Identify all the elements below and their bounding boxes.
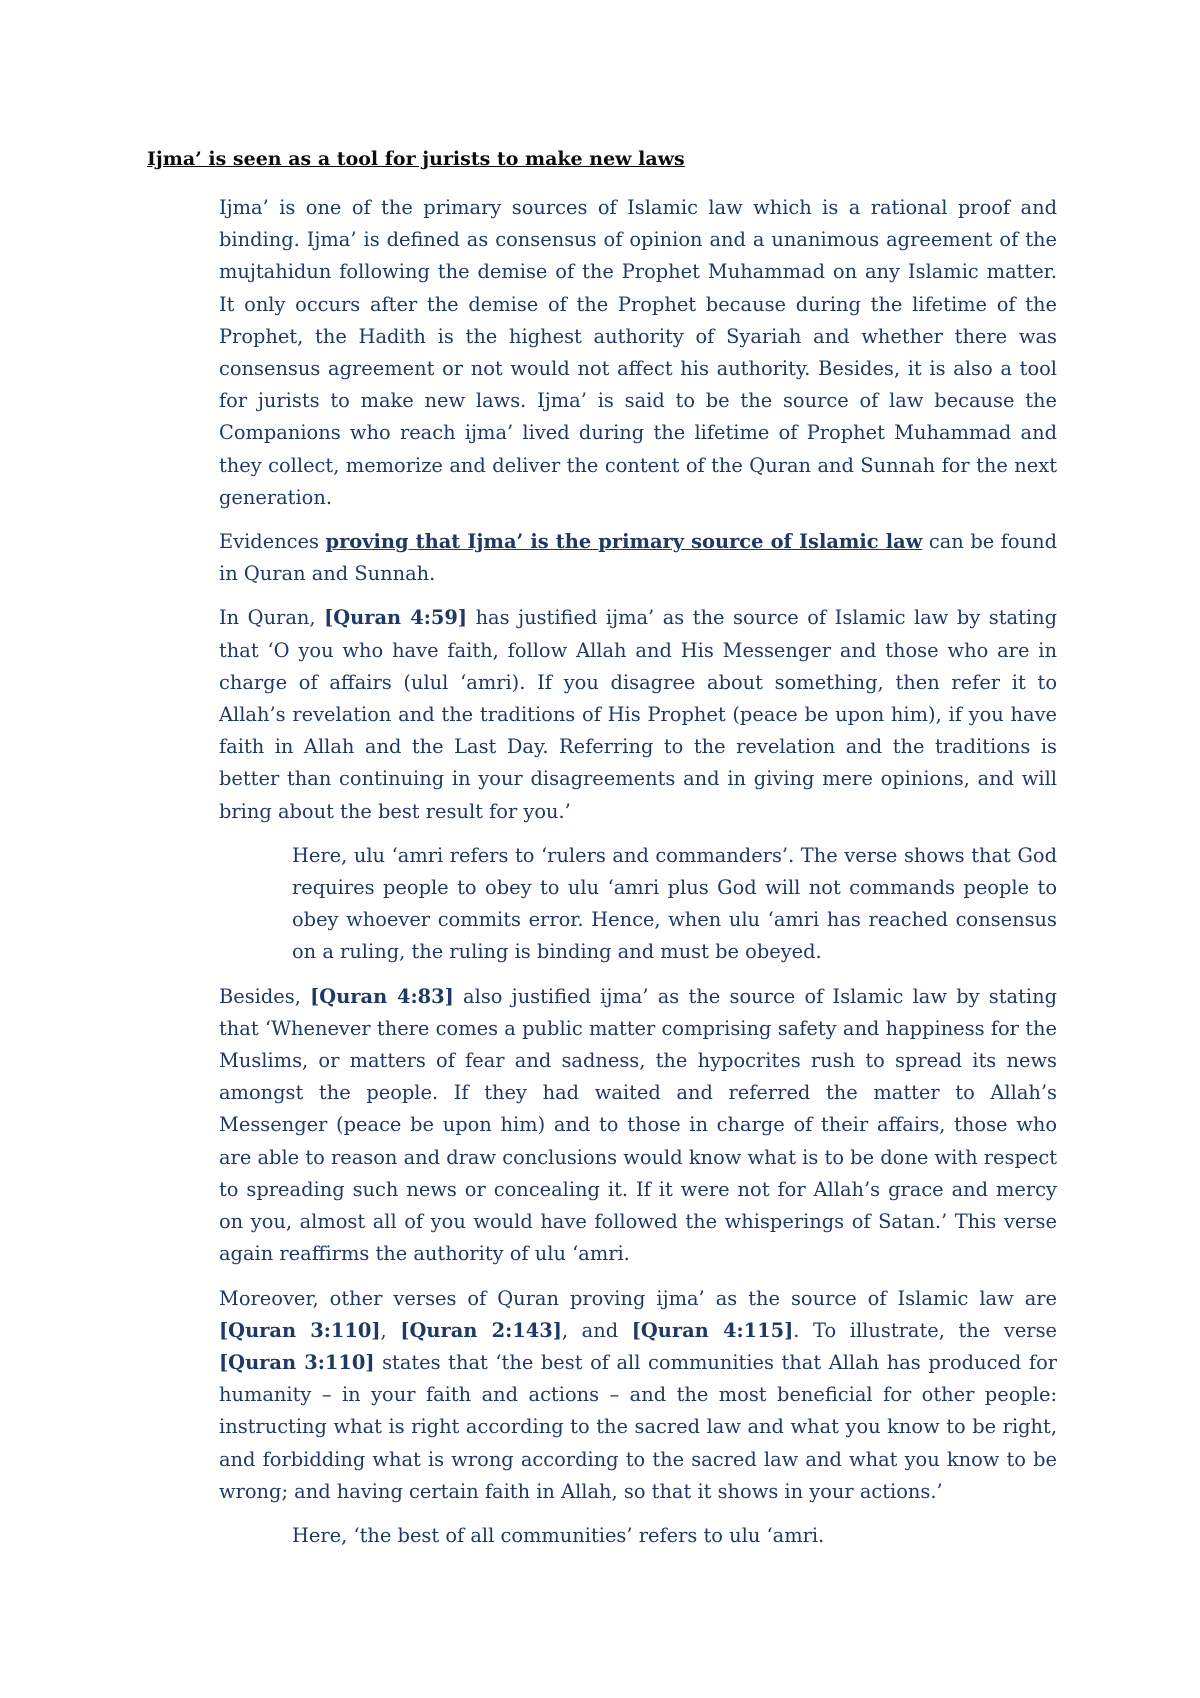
other-verses-text-1: Moreover, other verses of Quran proving ijma’ as the source of Islamic law are xyxy=(219,1286,1057,1310)
paragraph-ijma-definition: Ijma’ is one of the primary sources of Islamic law which is a rational proof and binding. Ijma’ is defined as consensus of opinion and a unanimous agreement of the mujtahidun following the demise of the Prophet Muhammad on any Islamic matter. It only occurs after the demise of the Prophet because during the lifetime of the Prophet, the Hadith is the highest authority of Syariah and whether there was consensus agreement or not would not affect his authority. Besides, it is also a tool for jurists to make new laws. Ijma’ is said to be the source of law because the Companions who reach ijma’ lived during the lifetime of Prophet Muhammad and they collect, memorize and deliver the content of the Quran and Sunnah for the next generation. xyxy=(219,196,1057,509)
quran-4-83-text-before: Besides, xyxy=(219,984,311,1008)
evidences-text-after: can be found in Quran and Sunnah. xyxy=(219,530,1057,586)
evidences-emphasis: proving that Ijma’ is the primary source of Islamic law xyxy=(325,530,923,554)
quran-4-83-reference: [Quran 4:83] xyxy=(310,984,454,1008)
paragraph-best-communities: Here, ‘the best of all communities’ refers to ulu ‘amri. xyxy=(292,1523,825,1547)
quran-3-110-reference: [Quran 3:110] xyxy=(219,1318,381,1342)
quran-2-143-reference: [Quran 2:143] xyxy=(400,1318,562,1342)
section-heading: Ijma’ is seen as a tool for jurists to make new laws xyxy=(147,148,685,170)
paragraph-ulu-amri-explanation: Here, ulu ‘amri refers to ‘rulers and commanders’. The verse shows that God requires people to obey to ulu ‘amri plus God will not commands people to obey whoever commits error. Hence, when ulu ‘amri has reached consensus on a ruling, the ruling is binding and must be obeyed. xyxy=(292,843,1057,964)
other-verses-text-3: , and xyxy=(561,1318,632,1342)
other-verses-text-5: states that ‘the best of all communities that Allah has produced for humanity – in your faith and actions – and the most beneficial for other people: instructing what is right according to the sacred law and what you know to be right, and forbidding what is wrong according to the sacred law and what you know to be wrong; and having certain faith in Allah, so that it shows in your actions.’ xyxy=(219,1350,1058,1503)
quran-4-59-text-after: has justified ijma’ as the source of Islamic law by stating that ‘O you who have faith, follow Allah and His Messenger and those who are in charge of affairs (ulul ‘amri). If you disagree about something, then refer it to Allah’s revelation and the traditions of His Prophet (peace be upon him), if you have faith in Allah and the Last Day. Referring to the revelation and the traditions is better than continuing in your disagreements and in giving mere opinions, and will bring about the best result for you.’ xyxy=(219,606,1058,823)
paragraph-other-verses xyxy=(219,1283,1057,1508)
paragraph-evidences xyxy=(219,526,1057,590)
quran-4-59-reference: [Quran 4:59] xyxy=(324,606,468,630)
other-verses-text-4: . To illustrate, the verse xyxy=(793,1318,1057,1342)
paragraph-quran-4-83 xyxy=(219,981,1057,1271)
quran-4-83-text-after: also justified ijma’ as the source of Islamic law by stating that ‘Whenever there comes a public matter comprising safety and happiness for the Muslims, or matters of fear and sadness, the hypocrites rush to spread its news amongst the people. If they had waited and referred the matter to Allah’s Messenger (peace be upon him) and to those in charge of their affairs, those who are able to reason and draw conclusions would know what is to be done with respect to spreading such news or concealing it. If it were not for Allah’s grace and mercy on you, almost all of you would have followed the whisperings of Satan.’ This verse again reaffirms the authority of ulu ‘amri. xyxy=(219,984,1057,1266)
evidences-text-before: Evidences xyxy=(219,530,326,554)
other-verses-text-2: , xyxy=(380,1318,401,1342)
document-body xyxy=(219,192,1057,1564)
paragraph-quran-4-59 xyxy=(219,602,1057,827)
quran-3-110-reference-repeat: [Quran 3:110] xyxy=(219,1350,375,1374)
quran-4-115-reference: [Quran 4:115] xyxy=(631,1318,794,1342)
quran-4-59-text-before: In Quran, xyxy=(219,606,325,630)
